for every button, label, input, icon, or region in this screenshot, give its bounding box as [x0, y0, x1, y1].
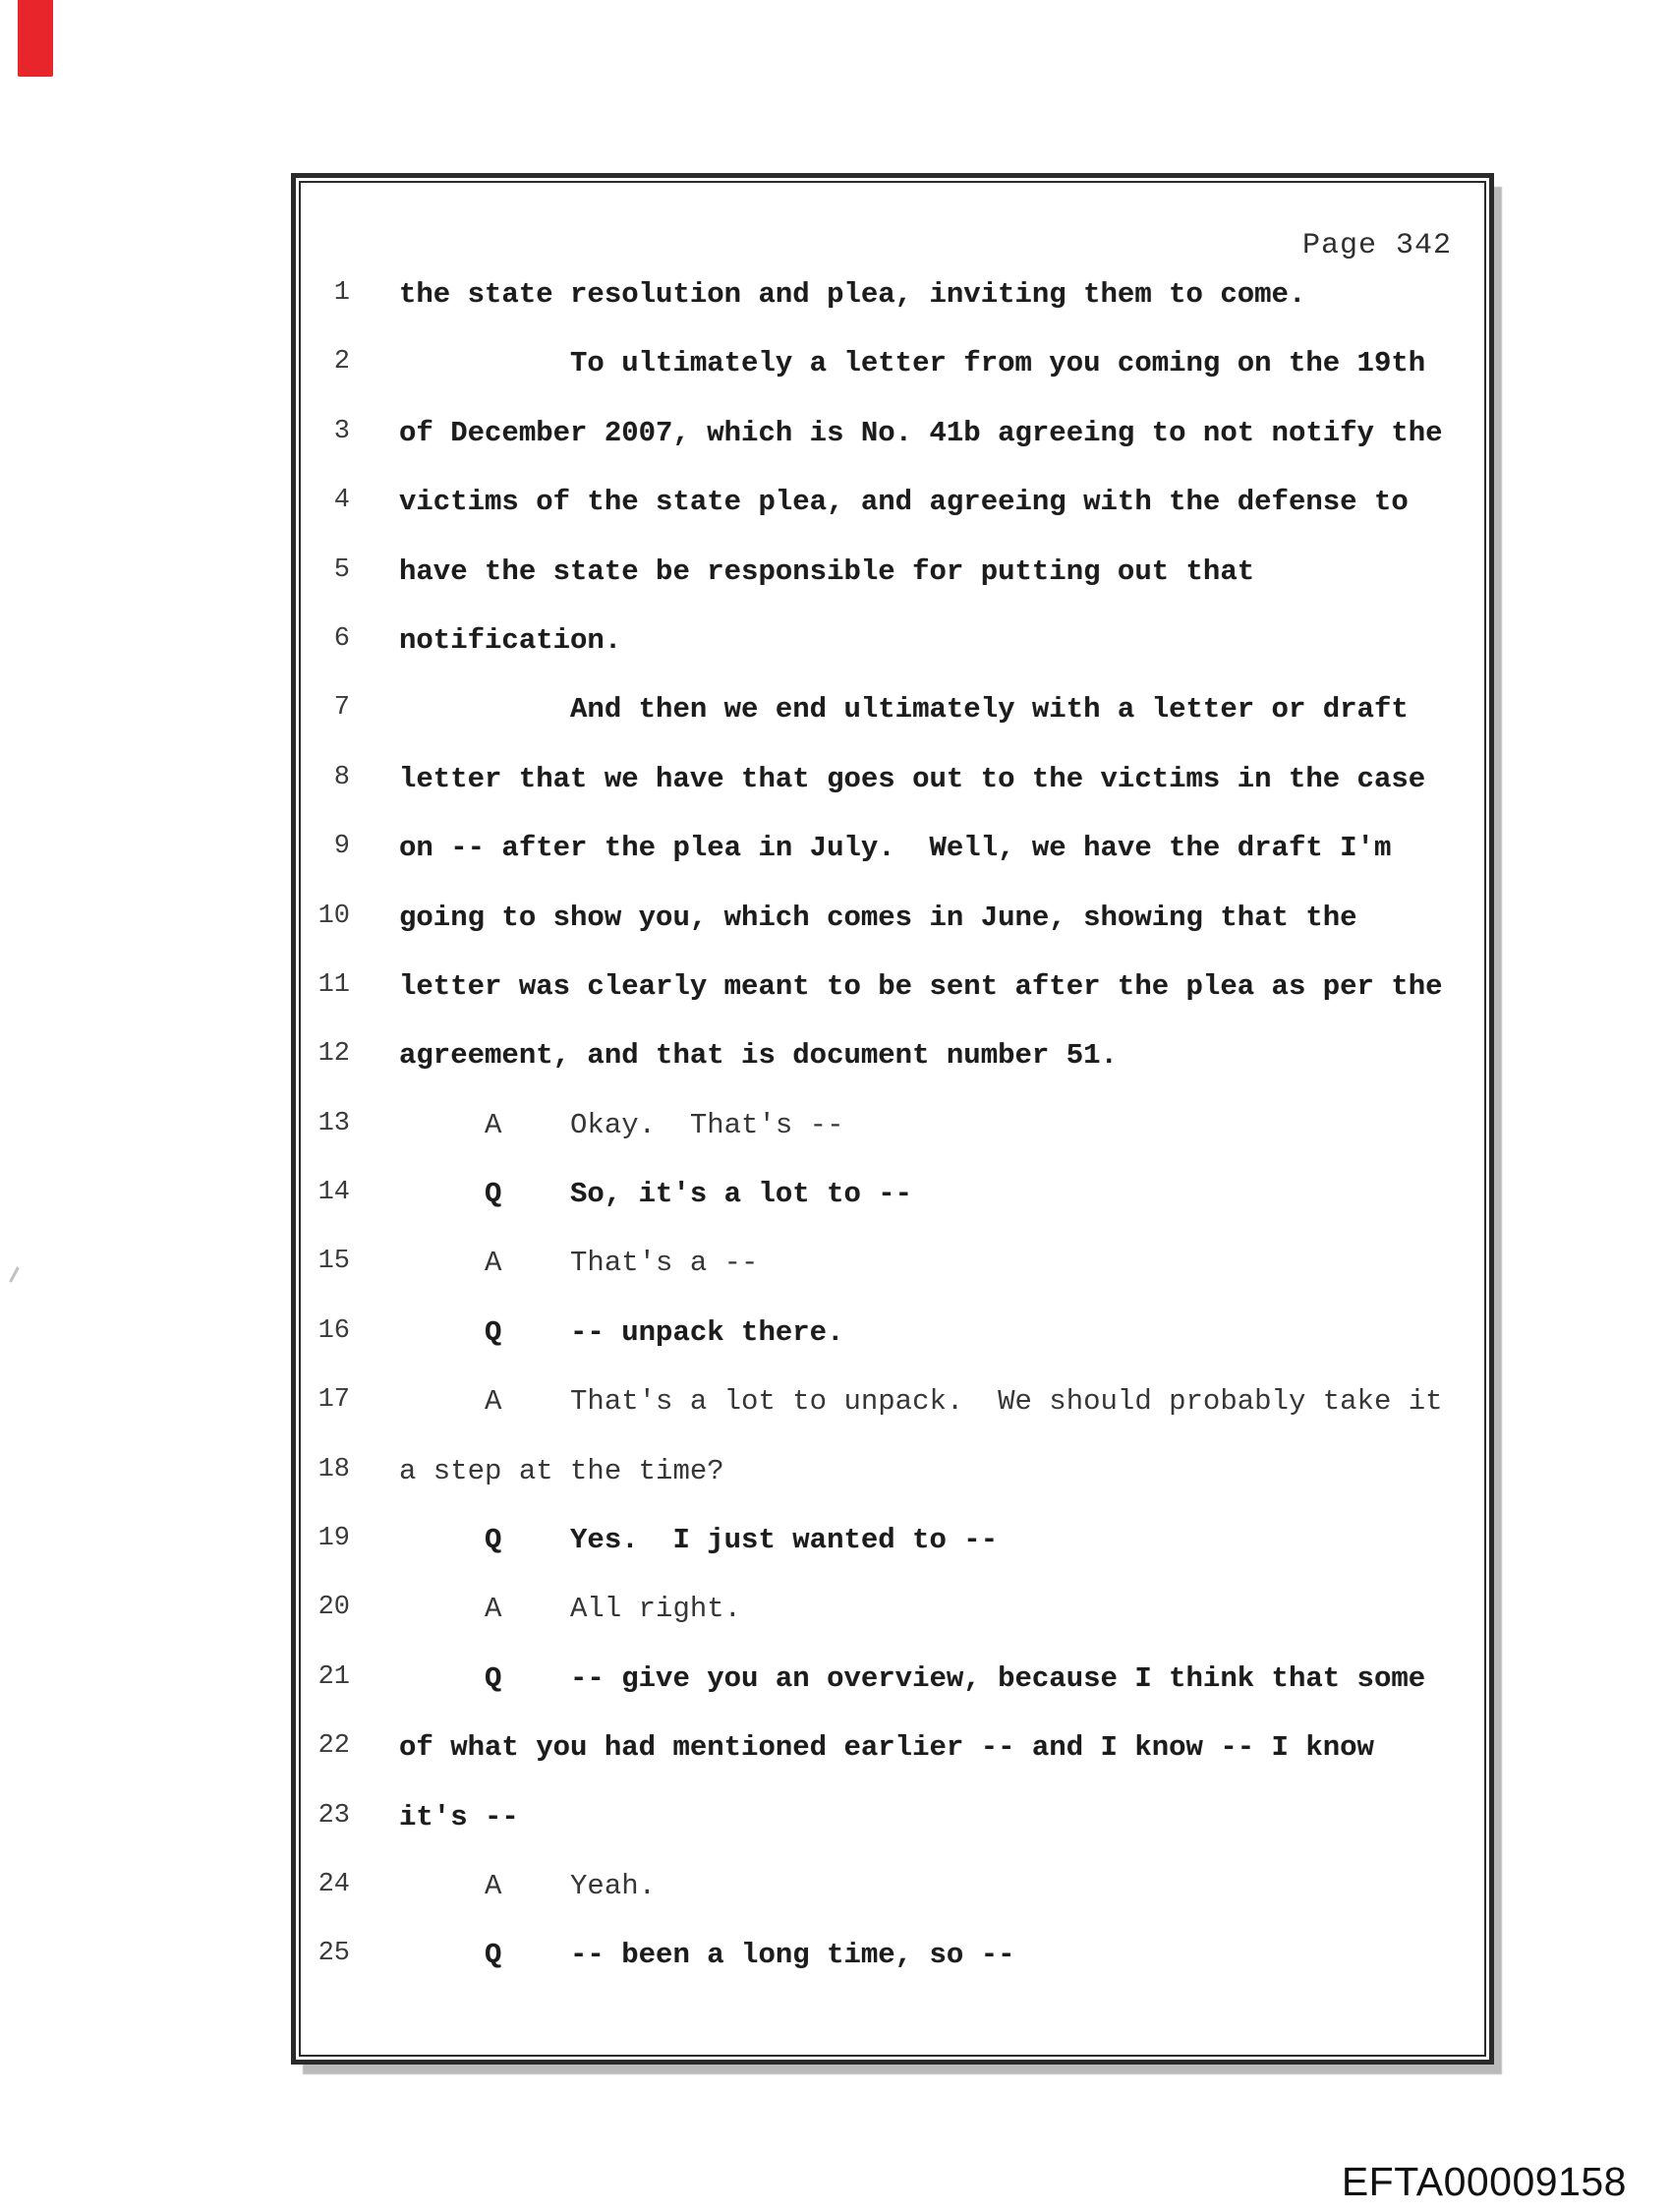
line-text: agreement, and that is document number 51. — [399, 1039, 1118, 1073]
line-number: 9 — [333, 832, 350, 862]
transcript-line — [296, 417, 1483, 486]
transcript-line — [296, 278, 1483, 347]
line-number: 1 — [333, 278, 350, 308]
transcript-line — [296, 1316, 1483, 1385]
transcript-line — [296, 832, 1483, 901]
transcript-line — [296, 1247, 1483, 1315]
line-text: notification. — [399, 623, 622, 657]
transcript-line — [296, 1385, 1483, 1454]
line-text: A All right. — [399, 1593, 742, 1626]
transcript-line — [296, 1801, 1483, 1870]
line-number: 14 — [317, 1178, 350, 1208]
line-text: Q -- been a long time, so -- — [399, 1939, 1015, 1972]
line-text: Q So, it's a lot to -- — [399, 1178, 913, 1211]
line-text: Q -- unpack there. — [399, 1315, 844, 1349]
transcript-line — [296, 1524, 1483, 1593]
line-number: 18 — [317, 1454, 350, 1484]
line-number: 13 — [317, 1108, 350, 1138]
transcript-line — [296, 1178, 1483, 1247]
line-text: of what you had mentioned earlier -- and I know -- I know — [399, 1731, 1374, 1765]
line-number: 23 — [317, 1800, 350, 1831]
line-number: 22 — [317, 1731, 350, 1762]
line-number: 17 — [317, 1385, 350, 1416]
line-text: of December 2007, which is No. 41b agreeing to not notify the — [399, 416, 1443, 449]
line-number: 11 — [317, 969, 350, 1000]
line-text: Q -- give you an overview, because I think that some — [399, 1661, 1426, 1695]
bates-number: EFTA00009158 — [1341, 2159, 1627, 2204]
line-number: 19 — [317, 1524, 350, 1554]
transcript-line — [296, 1593, 1483, 1661]
transcript-line — [296, 763, 1483, 832]
page-number-label: Page 342 — [1301, 229, 1452, 262]
line-number: 25 — [317, 1939, 350, 1969]
transcript-line — [296, 902, 1483, 970]
line-text: have the state be responsible for putting out that — [399, 554, 1255, 588]
line-text: it's -- — [399, 1800, 519, 1834]
line-text: Q Yes. I just wanted to -- — [399, 1524, 999, 1557]
line-text: the state resolution and plea, inviting them to come. — [399, 278, 1306, 311]
transcript-line — [296, 555, 1483, 624]
line-text: A That's a lot to unpack. We should probably take it — [399, 1385, 1443, 1419]
stray-pencil-mark — [9, 1266, 20, 1282]
line-text: A That's a -- — [399, 1247, 759, 1280]
line-number: 2 — [333, 347, 350, 378]
line-text: going to show you, which comes in June, showing that the — [399, 901, 1357, 934]
transcript-line — [296, 1455, 1483, 1524]
line-text: A Okay. That's -- — [399, 1108, 844, 1141]
line-number: 4 — [333, 486, 350, 516]
red-corner-mark — [18, 0, 53, 77]
line-number: 12 — [317, 1039, 350, 1070]
transcript-line — [296, 1662, 1483, 1731]
line-number: 24 — [317, 1869, 350, 1899]
line-number: 16 — [317, 1315, 350, 1346]
line-text: a step at the time? — [399, 1454, 724, 1487]
transcript-line — [296, 624, 1483, 693]
transcript-line — [296, 693, 1483, 762]
line-number: 8 — [333, 762, 350, 792]
line-text: A Yeah. — [399, 1869, 657, 1902]
transcript-line — [296, 1870, 1483, 1939]
transcript-line — [296, 486, 1483, 554]
line-text: victims of the state plea, and agreeing with the defense to — [399, 486, 1409, 519]
line-number: 3 — [333, 416, 350, 446]
line-text: And then we end ultimately with a letter or draft — [399, 693, 1409, 727]
transcript-line — [296, 1939, 1483, 2008]
transcript-line — [296, 1109, 1483, 1178]
line-number: 7 — [333, 693, 350, 724]
line-number: 10 — [317, 901, 350, 931]
transcript-line — [296, 347, 1483, 416]
line-text: on -- after the plea in July. Well, we have the draft I'm — [399, 832, 1392, 865]
transcript-page — [291, 173, 1494, 2065]
transcript-line — [296, 1731, 1483, 1800]
line-number: 5 — [333, 554, 350, 585]
line-text: To ultimately a letter from you coming on the 19th — [399, 347, 1426, 380]
line-text: letter that we have that goes out to the victims in the case — [399, 762, 1426, 795]
line-number: 20 — [317, 1593, 350, 1623]
transcript-lines — [296, 278, 1483, 2008]
line-number: 6 — [333, 623, 350, 654]
transcript-line — [296, 970, 1483, 1039]
transcript-line — [296, 1039, 1483, 1108]
line-text: letter was clearly meant to be sent after the plea as per the — [399, 969, 1443, 1003]
line-number: 21 — [317, 1661, 350, 1692]
line-number: 15 — [317, 1247, 350, 1277]
